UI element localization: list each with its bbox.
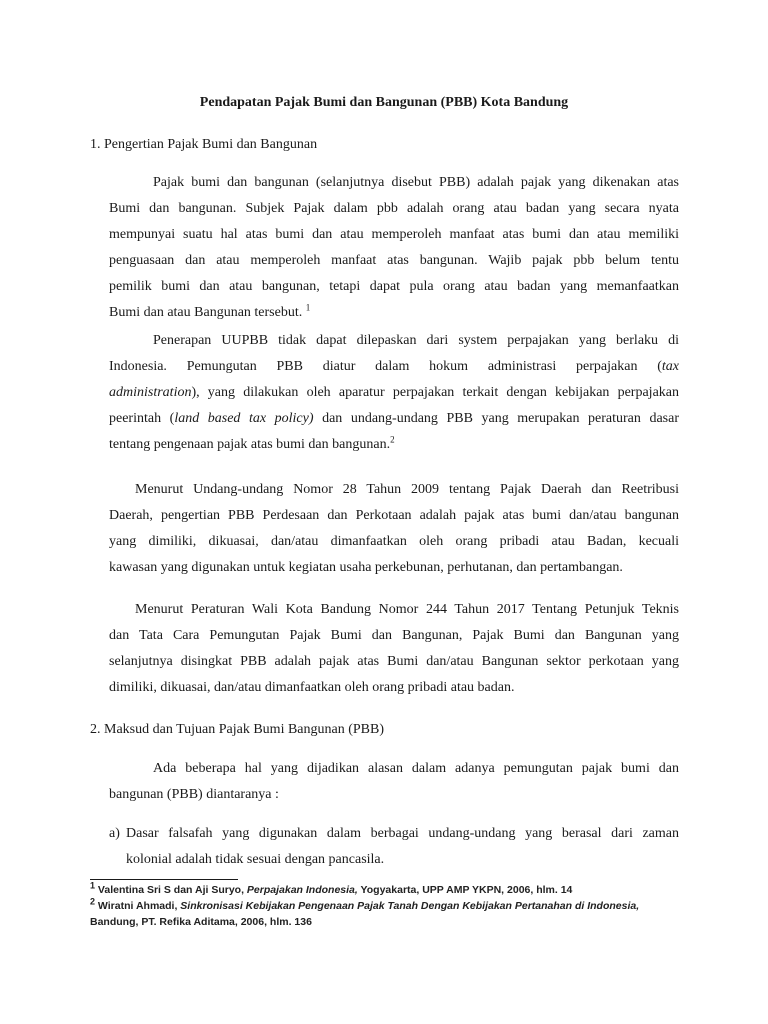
paragraph-4 bbox=[109, 597, 679, 701]
list-line: kolonial adalah tidak sesuai dengan pancasila. bbox=[126, 852, 385, 867]
paragraph-line: mempunyai suatu hal atas bumi dan atau memperoleh manfaat atas bumi dan atau memiliki bbox=[109, 227, 679, 242]
section-1-heading: 1. Pengertian Pajak Bumi dan Bangunan bbox=[90, 137, 318, 152]
paragraph-line bbox=[109, 406, 679, 432]
footnote-title: Perpajakan Indonesia, bbox=[246, 884, 358, 896]
footnote-ref-2: 2 bbox=[390, 434, 395, 445]
list-line: Dasar falsafah yang digunakan dalam berbagai undang-undang yang berasal dari zaman bbox=[126, 826, 679, 841]
paragraph-line: bangunan (PBB) diantaranya : bbox=[109, 787, 279, 802]
paragraph-text: tentang pengenaan pajak atas bumi dan bangunan. bbox=[109, 437, 391, 452]
paragraph-line: dan Tata Cara Pemungutan Pajak Bumi dan Bangunan, Pajak Bumi dan Bangunan yang bbox=[109, 628, 679, 643]
paragraph-line: selanjutnya disingkat PBB adalah pajak atas Bumi dan/atau Bangunan sektor perkotaan yang bbox=[109, 654, 679, 669]
paragraph-text: Indonesia. Pemungutan PBB diatur dalam hokum administrasi perpajakan ( bbox=[109, 359, 662, 374]
italic-term: tax bbox=[661, 359, 679, 374]
paragraph-line: Penerapan UUPBB tidak dapat dilepaskan dari system perpajakan yang berlaku di bbox=[153, 333, 679, 348]
section-2-heading: 2. Maksud dan Tujuan Pajak Bumi Bangunan (PBB) bbox=[90, 722, 385, 737]
paragraph-line bbox=[109, 380, 679, 406]
paragraph-line: Menurut Peraturan Wali Kota Bandung Nomor 244 Tahun 2017 Tentang Petunjuk Teknis bbox=[135, 602, 679, 617]
footnote-rest: Yogyakarta, UPP AMP YKPN, 2006, hlm. 14 bbox=[357, 884, 573, 896]
paragraph-line: penguasaan dan atau memperoleh manfaat atas bangunan. Wajib pajak pbb belum tentu bbox=[109, 253, 679, 268]
paragraph-text: peerintah ( bbox=[109, 411, 175, 426]
footnote-2-cont: Bandung, PT. Refika Aditama, 2006, hlm. 136 bbox=[90, 916, 312, 928]
footnote-number: 1 bbox=[90, 880, 96, 891]
paragraph-text: ), yang dilakukan oleh aparatur perpajakan terkait dengan kebijakan perpajakan bbox=[191, 385, 679, 400]
footnote-separator bbox=[90, 879, 238, 880]
paragraph-line: Bumi dan bangunan. Subjek Pajak dalam pbb adalah orang atau badan yang secara nyata bbox=[109, 201, 679, 216]
paragraph-text: Bumi dan atau Bangunan tersebut. bbox=[109, 305, 306, 320]
paragraph-line: yang dimiliki, dikuasai, dan/atau dimanfaatkan oleh orang pribadi atau Badan, kecuali bbox=[109, 534, 679, 549]
list-marker: a) bbox=[109, 826, 120, 841]
paragraph-line: Ada beberapa hal yang dijadikan alasan dalam adanya pemungutan pajak bumi dan bbox=[153, 761, 679, 776]
paragraph-line bbox=[109, 354, 679, 380]
paragraph-text: dan undang-undang PBB yang merupakan peraturan dasar bbox=[313, 411, 679, 426]
footnotes bbox=[90, 882, 690, 930]
paragraph-line: pemilik bumi dan atau bangunan, tetapi dapat pula orang atau badan yang memanfaatkan bbox=[109, 279, 679, 294]
footnote-1 bbox=[90, 882, 690, 898]
list-item bbox=[109, 821, 679, 873]
italic-term: administration bbox=[109, 385, 192, 400]
footnote-title: Sinkronisasi Kebijakan Pengenaan Pajak Tanah Dengan Kebijakan Pertanahan di Indonesia, bbox=[180, 900, 640, 912]
paragraph-line: dimiliki, dikuasai, dan/atau dimanfaatkan oleh orang pribadi atau badan. bbox=[109, 680, 515, 695]
paragraph-line: Menurut Undang-undang Nomor 28 Tahun 2009 tentang Pajak Daerah dan Reetribusi bbox=[135, 482, 679, 497]
paragraph-line bbox=[109, 432, 679, 458]
paragraph-5 bbox=[109, 756, 679, 808]
paragraph-line: kawasan yang digunakan untuk kegiatan usaha perkebunan, perhutanan, dan pertambangan. bbox=[109, 560, 623, 575]
footnote-author: Valentina Sri S dan Aji Suryo, bbox=[95, 884, 247, 896]
footnote-number: 2 bbox=[90, 896, 96, 907]
paragraph-2 bbox=[109, 328, 679, 458]
paragraph-3 bbox=[109, 477, 679, 581]
paragraph-line bbox=[109, 300, 679, 326]
footnote-ref-1: 1 bbox=[305, 302, 311, 313]
document-title: Pendapatan Pajak Bumi dan Bangunan (PBB) Kota Bandung bbox=[199, 95, 569, 110]
paragraph-line: Daerah, pengertian PBB Perdesaan dan Perkotaan adalah pajak atas bumi dan/atau bangunan bbox=[109, 508, 679, 523]
footnote-2 bbox=[90, 898, 690, 914]
italic-term: land based tax policy) bbox=[174, 411, 314, 426]
paragraph-line: Pajak bumi dan bangunan (selanjutnya disebut PBB) adalah pajak yang dikenakan atas bbox=[153, 175, 679, 190]
paragraph-1 bbox=[109, 170, 679, 326]
footnote-author: Wiratni Ahmadi, bbox=[95, 900, 181, 912]
